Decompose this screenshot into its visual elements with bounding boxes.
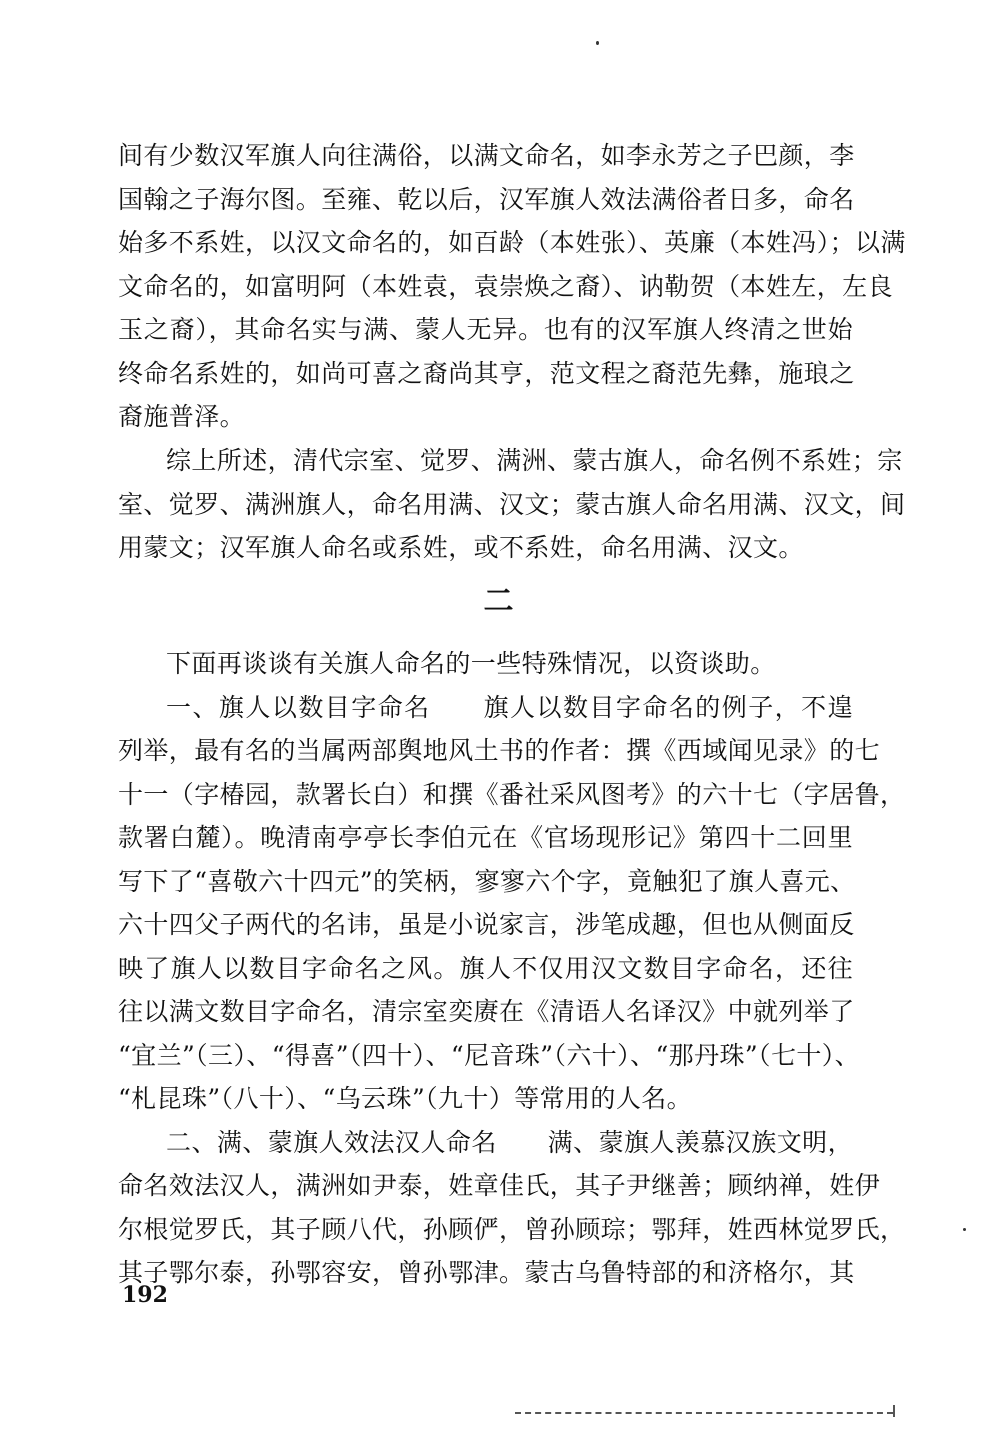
scan-speck — [963, 1228, 966, 1231]
page-number: 192 — [122, 1282, 168, 1308]
text-line: 终命名系姓的，如尚可喜之裔尚其亨，范文程之裔范先彝，施琅之 — [118, 359, 855, 388]
scan-edge-line — [515, 1412, 893, 1414]
text-line: 室、觉罗、满洲旗人，命名用满、汉文；蒙古旗人命名用满、汉文，间 — [118, 490, 906, 519]
text-line: 往以满文数目字命名，清宗室奕赓在《清语人名译汉》中就列举了 — [118, 997, 855, 1026]
text-line: 始多不系姓，以汉文命名的，如百龄（本姓张）、英廉（本姓冯）；以满 — [118, 228, 906, 257]
text-line: 二、满、蒙旗人效法汉人命名 满、蒙旗人羡慕汉族文明， — [166, 1128, 853, 1157]
text-line: 款署白麓）。晚清南亭亭长李伯元在《官场现形记》第四十二回里 — [118, 823, 853, 852]
text-line: 用蒙文；汉军旗人命名或系姓，或不系姓，命名用满、汉文。 — [118, 533, 804, 562]
section-heading: 二 — [483, 584, 514, 619]
text-line: “札昆珠”（八十）、“乌云珠”（九十）等常用的人名。 — [118, 1084, 693, 1113]
text-line: 六十四父子两代的名讳，虽是小说家言，涉笔成趣，但也从侧面反 — [118, 910, 855, 939]
text-line: 下面再谈谈有关旗人命名的一些特殊情况，以资谈助。 — [166, 649, 776, 678]
text-line: 十一（字椿园，款署长白）和撰《番社采风图考》的六十七（字居鲁， — [118, 780, 906, 809]
text-line: 尔根觉罗氏，其子顾八代，孙顾俨，曾孙顾琮；鄂拜，姓西林觉罗氏， — [118, 1215, 906, 1244]
text-line: 命名效法汉人，满洲如尹泰，姓章佳氏，其子尹继善；顾纳禅，姓伊 — [118, 1171, 881, 1200]
text-line: 裔施普泽。 — [118, 402, 246, 431]
text-line: 综上所述，清代宗室、觉罗、满洲、蒙古旗人，命名例不系姓；宗 — [166, 446, 903, 475]
text-line: 玉之裔），其命名实与满、蒙人无异。也有的汉军旗人终清之世始 — [118, 315, 853, 344]
scan-edge-tick — [893, 1405, 895, 1417]
scan-speck — [596, 41, 599, 45]
text-line: 间有少数汉军旗人向往满俗，以满文命名，如李永芳之子巴颜，李 — [118, 141, 855, 170]
text-line: 列举，最有名的当属两部舆地风土书的作者：撰《西域闻见录》的七 — [118, 736, 881, 765]
text-line: “宜兰”（三）、“得喜”（四十）、“尼音珠”（六十）、“那丹珠”（七十）、 — [118, 1041, 861, 1070]
text-line: 其子鄂尔泰，孙鄂容安，曾孙鄂津。蒙古乌鲁特部的和济格尔，其 — [118, 1258, 855, 1287]
text-line: 写下了“喜敬六十四元”的笑柄，寥寥六个字，竟触犯了旗人喜元、 — [118, 867, 856, 896]
text-line: 国翰之子海尔图。至雍、乾以后，汉军旗人效法满俗者日多，命名 — [118, 185, 855, 214]
text-line: 映了旗人以数目字命名之风。旗人不仅用汉文数目字命名，还往 — [118, 954, 853, 983]
text-line: 一、旗人以数目字命名 旗人以数目字命名的例子，不遑 — [166, 693, 853, 722]
text-line: 文命名的，如富明阿（本姓袁，袁崇焕之裔）、讷勒贺（本姓左，左良 — [118, 272, 893, 301]
